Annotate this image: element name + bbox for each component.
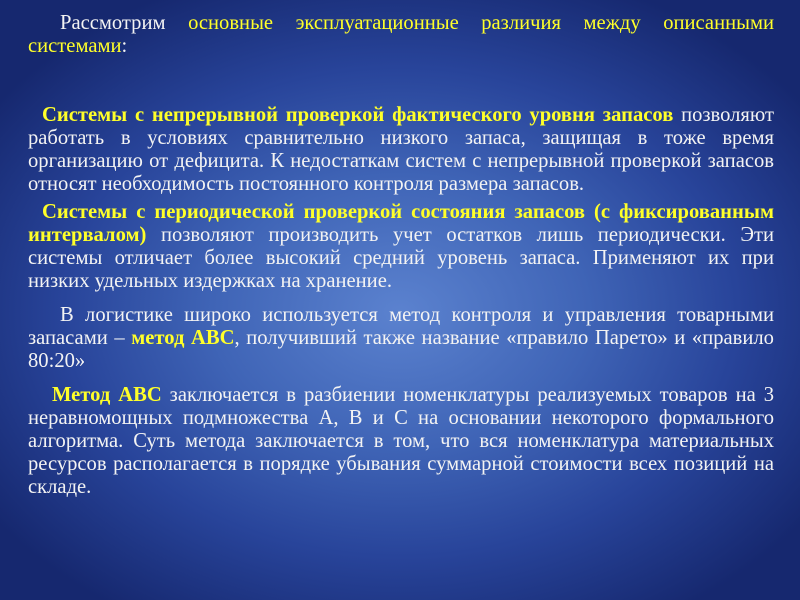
abc-intro-paragraph xyxy=(28,304,774,373)
continuous-check-paragraph xyxy=(28,104,774,196)
abc-method-paragraph xyxy=(28,384,774,499)
intro-lead: Рассмотрим xyxy=(60,12,189,34)
continuous-check-text: позволяют работать в условиях сравнительно низкого запаса, защищая в тоже время организацию от дефицита. К недостаткам систем с непрерывной проверкой запасов относят необходимость постоянного контроля размера запасов. xyxy=(28,104,774,195)
abc-method-heading: Метод ABC xyxy=(52,384,162,406)
abc-intro-lead: В логистике широко используется метод контроля и управления товарными запасами – xyxy=(28,304,774,349)
periodic-check-heading: Системы с периодической проверкой состояния запасов (с фиксированным интервалом) xyxy=(28,201,774,246)
continuous-check-heading: Системы с непрерывной проверкой фактического уровня запасов xyxy=(42,104,674,126)
abc-method-text: заключается в разбиении номенклатуры реализуемых товаров на 3 неравномощных подмножества А, В и С на основании некоторого формального алгоритма. Суть метода заключается в том, что вся номенклатура материальных ресурсов располагается в порядке убывания суммарной стоимости всех позиций на складе. xyxy=(28,384,774,498)
slide-text-body xyxy=(28,12,774,499)
periodic-check-text: позволяют производить учет остатков лишь периодически. Эти системы отличает более высокий средний уровень запаса. Применяют их при низких удельных издержках на хранение. xyxy=(28,224,774,292)
intro-paragraph xyxy=(28,12,774,58)
periodic-check-paragraph xyxy=(28,201,774,293)
intro-tail: : xyxy=(121,35,128,57)
abc-intro-text: , получивший также название «правило Парето» и «правило 80:20» xyxy=(28,327,774,372)
intro-highlight: основные эксплуатационные различия между описанными системами xyxy=(28,12,774,57)
abc-intro-highlight: метод ABC xyxy=(131,327,235,349)
